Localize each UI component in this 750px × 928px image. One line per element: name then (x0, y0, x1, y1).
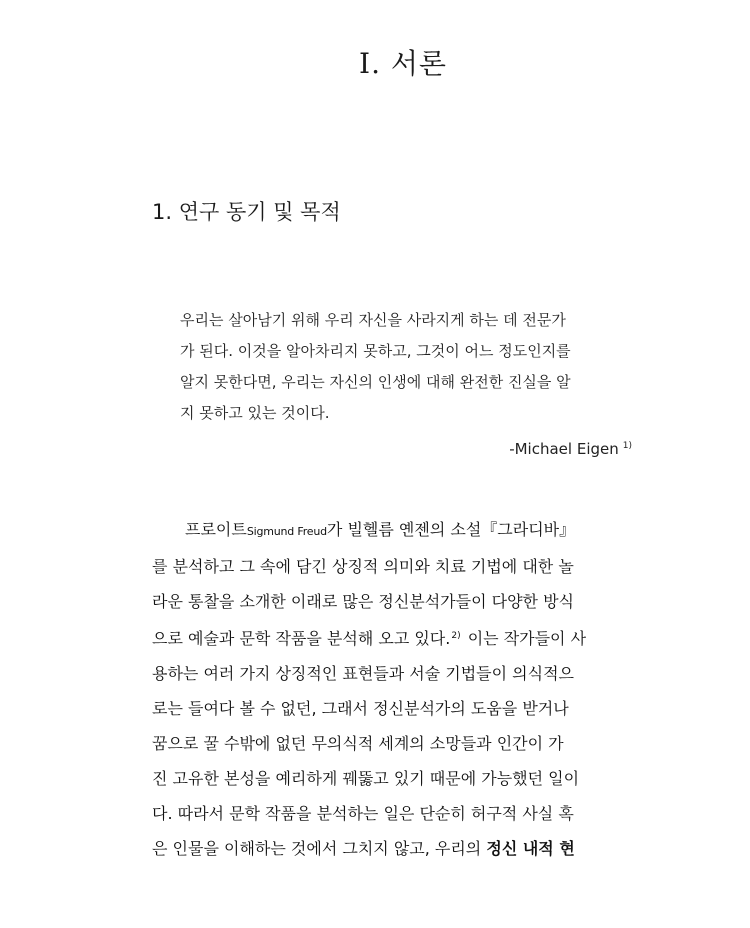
epigraph-line: 가 된다. 이것을 알아차리지 못하고, 그것이 어느 정도인지를 (180, 342, 571, 360)
original-name: Sigmund Freud (246, 525, 327, 538)
paragraph-line: 라운 통찰을 소개한 이래로 많은 정신분석가들이 다양한 방식 (152, 592, 575, 611)
paragraph-line (152, 619, 668, 656)
epigraph-line: 우리는 살아남기 위해 우리 자신을 사라지게 하는 데 전문가 (180, 311, 566, 329)
text-run: 가 빌헬름 옌젠의 소설『그라디바』 (326, 520, 576, 539)
epigraph-attribution (509, 440, 632, 458)
epigraph-quote (180, 305, 640, 429)
paragraph-line: 진 고유한 본성을 예리하게 꿰뚫고 있기 때문에 가능했던 일이 (152, 769, 580, 788)
section-title: 1. 연구 동기 및 목적 (152, 200, 341, 224)
footnote-marker: 1) (622, 441, 632, 451)
paragraph-line: 를 분석하고 그 속에 담긴 상징적 의미와 치료 기법에 대한 놀 (152, 557, 574, 576)
paragraph-line (152, 512, 668, 549)
emphasis-text: 정신 내적 현 (486, 839, 575, 858)
text-run: 프로이트 (185, 520, 247, 539)
paragraph-line: 꿈으로 꿀 수밖에 없던 무의식적 세계의 소망들과 인간이 가 (152, 734, 564, 753)
chapter-title: I. 서론 (359, 47, 447, 80)
attribution-author: -Michael Eigen (509, 440, 619, 458)
body-paragraph (152, 512, 668, 866)
paragraph-line: 로는 들여다 볼 수 없던, 그래서 정신분석가의 도움을 받거나 (152, 699, 569, 718)
paragraph-line (152, 831, 668, 866)
text-run: 은 인물을 이해하는 것에서 그치지 않고, 우리의 (152, 839, 487, 858)
epigraph-line: 알지 못한다면, 우리는 자신의 인생에 대해 완전한 진실을 알 (180, 373, 571, 391)
paragraph-line: 용하는 여러 가지 상징적인 표현들과 서술 기법들이 의식적으 (152, 664, 575, 683)
text-run: 으로 예술과 문학 작품을 분석해 오고 있다. (152, 629, 451, 648)
epigraph-line: 지 못하고 있는 것이다. (180, 404, 330, 422)
text-run: 이는 작가들이 사 (462, 629, 587, 648)
footnote-marker: 2) (451, 631, 461, 641)
paragraph-line: 다. 따라서 문학 작품을 분석하는 일은 단순히 허구적 사실 혹 (152, 804, 574, 823)
